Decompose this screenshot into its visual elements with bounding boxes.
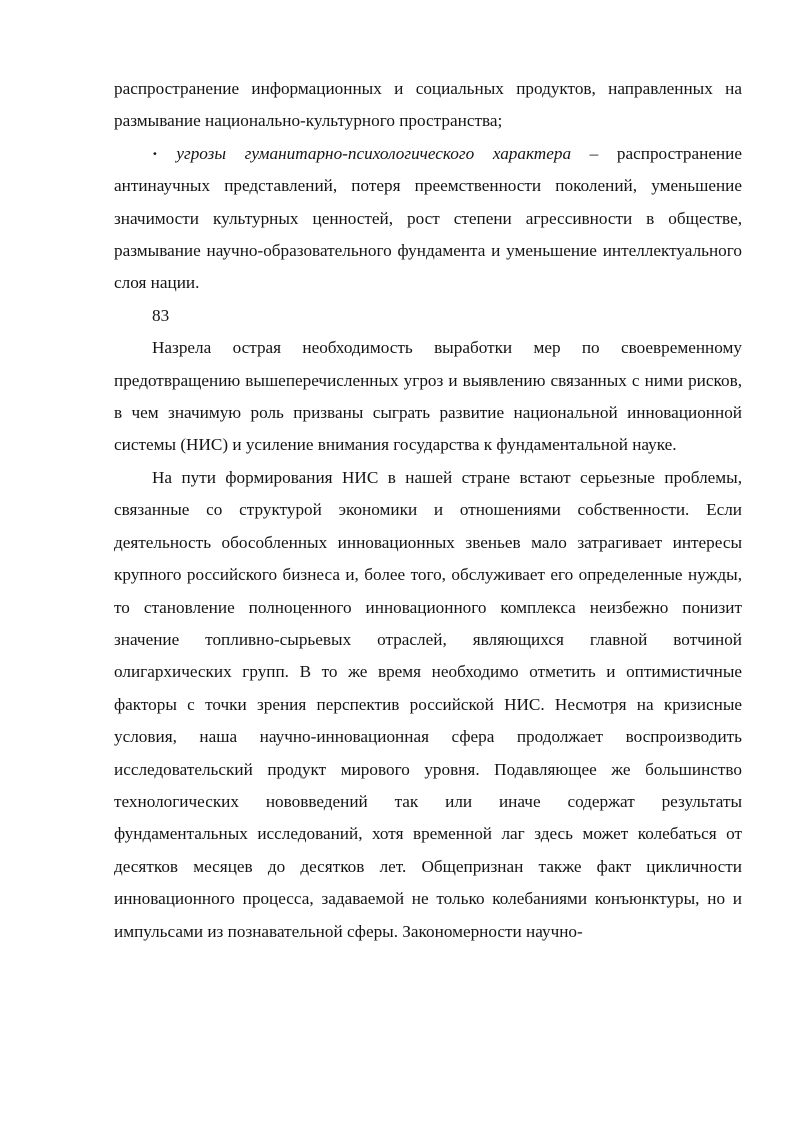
document-page — [114, 73, 742, 948]
bullet-marker: · — [152, 143, 158, 163]
bullet-item-text: – распространение антинаучных представлений, потеря преемственности поколений, уменьшение значимости культурных ценностей, рост степени агрессивности в обществе, размывание научно-образовательного фундамента и уменьшение интеллектуального слоя нации. — [114, 143, 742, 293]
bullet-item-humanitarian-threats — [114, 138, 742, 300]
bullet-item-emphasis: угрозы гуманитарно-психологического характера — [176, 143, 572, 163]
page-number: 83 — [152, 305, 170, 325]
paragraph-nis-problems: На пути формирования НИС в нашей стране встают серьезные проблемы, связанные со структурой экономики и отношениями собственности. Если деятельность обособленных инновационных звеньев мало затрагивает интересы крупного российского бизнеса и, более того, обслуживает его определенные нужды, то становление полноценного инновационного комплекса неизбежно понизит значение топливно-сырьевых отраслей, являющихся главной вотчиной олигархических групп. В то же время необходимо отметить и оптимистичные факторы с точки зрения перспектив российской НИС. Несмотря на кризисные условия, наша научно-инновационная сфера продолжает воспроизводить исследовательский продукт мирового уровня. Подавляющее же большинство технологических нововведений так или иначе содержат результаты фундаментальных исследований, хотя временной лаг здесь может колебаться от десятков месяцев до десятков лет. Общепризнан также факт цикличности инновационного процесса, задаваемой не только колебаниями конъюнктуры, но и импульсами из познавательной сферы. Закономерности научно- — [114, 467, 742, 941]
paragraph-continuation: распространение информационных и социальных продуктов, направленных на размывание национально-культурного пространства; — [114, 79, 742, 131]
paragraph-measures: Назрела острая необходимость выработки мер по своевременному предотвращению вышеперечисленных угроз и выявлению связанных с ними рисков, в чем значимую роль призваны сыграть развитие национальной инновационной системы (НИС) и усиление внимания государства к фундаментальной науке. — [114, 338, 742, 455]
